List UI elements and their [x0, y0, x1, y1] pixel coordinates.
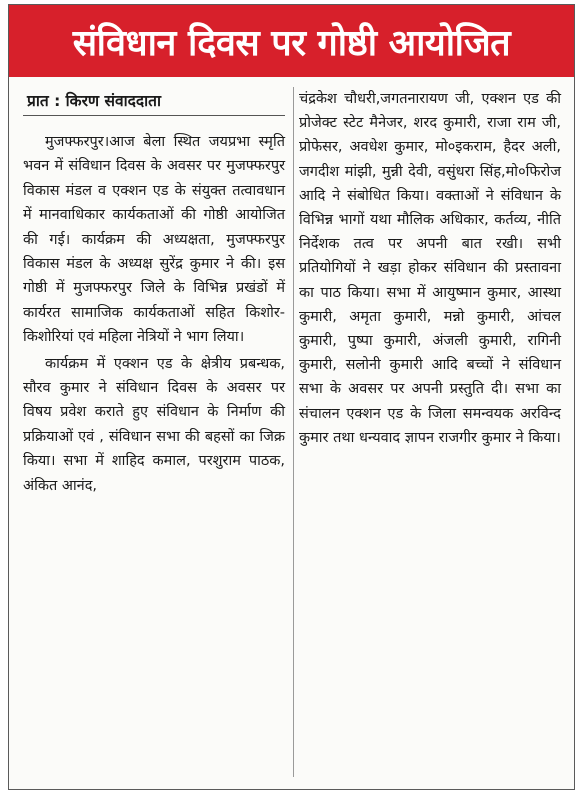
headline: संविधान दिवस पर गोष्ठी आयोजित: [72, 22, 511, 64]
article-columns: [23, 87, 561, 777]
left-column: [23, 87, 294, 777]
article-paragraph: कार्यक्रम में एक्शन एड के क्षेत्रीय प्रबन्धक, सौरव कुमार ने संविधान दिवस के अवसर पर विषय प्रवेश कराते हुए संविधान के निर्माण की प्रक्रियाओं एवं , संविधान सभा की बहसों का जिक्र किया। सभा में शाहिद कमाल, परशुराम पाठक, अंकित आनंद,: [23, 355, 285, 494]
article-paragraph: मुजफ्फरपुर।आज बेला स्थित जयप्रभा स्मृति भवन में संविधान दिवस के अवसर पर मुजफ्फरपुर विकास मंडल व एक्शन एड के संयुक्त तत्वावधान में मानवाधिकार कार्यकताओं की गोष्ठी आयोजित की गई। कार्यक्रम की अध्यक्षता, मुजफ्फरपुर विकास मंडल के अध्यक्ष सुरेंद्र कुमार ने की। इस गोष्ठी में मुजफ्फरपुर जिले के विभिन्न प्रखंडों में कार्यरत सामाजिक कार्यकताओं सहित किशोर- किशोरियां एवं महिला नेत्रियों ने भाग लिया।: [23, 134, 285, 346]
newspaper-clipping: [8, 4, 575, 790]
article-paragraph: चंद्रकेश चौधरी,जगतनारायण जी, एक्शन एड की प्रोजेक्ट स्टेट मैनेजर, शरद कुमारी, राजा राम जी, प्रोफेसर, अवधेश कुमार, मो०इकराम, हैदर अली, जगदीश मांझी, मुन्नी देवी, वसुंधरा सिंह,मो०फिरोज आदि ने संबोधित किया। वक्ताओं ने संविधान के विभिन्न भागों यथा मौलिक अधिकार, कर्तव्य, नीति निर्देशक तत्व पर अपनी बात रखी। सभी प्रतियोगियों ने खड़ा होकर संविधान की प्रस्तावना का पाठ किया। सभा में आयुष्मान कुमार, आस्था कुमारी, अमृता कुमारी, मन्नो कुमारी, आंचल कुमारी, पुष्पा कुमारी, अंजली कुमारी, रागिनी कुमारी, सलोनी कुमारी आदि बच्चों ने संविधान सभा के अवसर पर अपनी प्रस्तुति दी। सभा का संचालन एक्शन एड के जिला समन्वयक अरविन्द कुमार तथा धन्यवाद ज्ञापन राजगीर कुमार ने किया।: [299, 91, 561, 446]
byline: प्रात : किरण संवाददाता: [23, 87, 285, 116]
right-column: [299, 87, 561, 777]
headline-banner: [9, 5, 574, 77]
